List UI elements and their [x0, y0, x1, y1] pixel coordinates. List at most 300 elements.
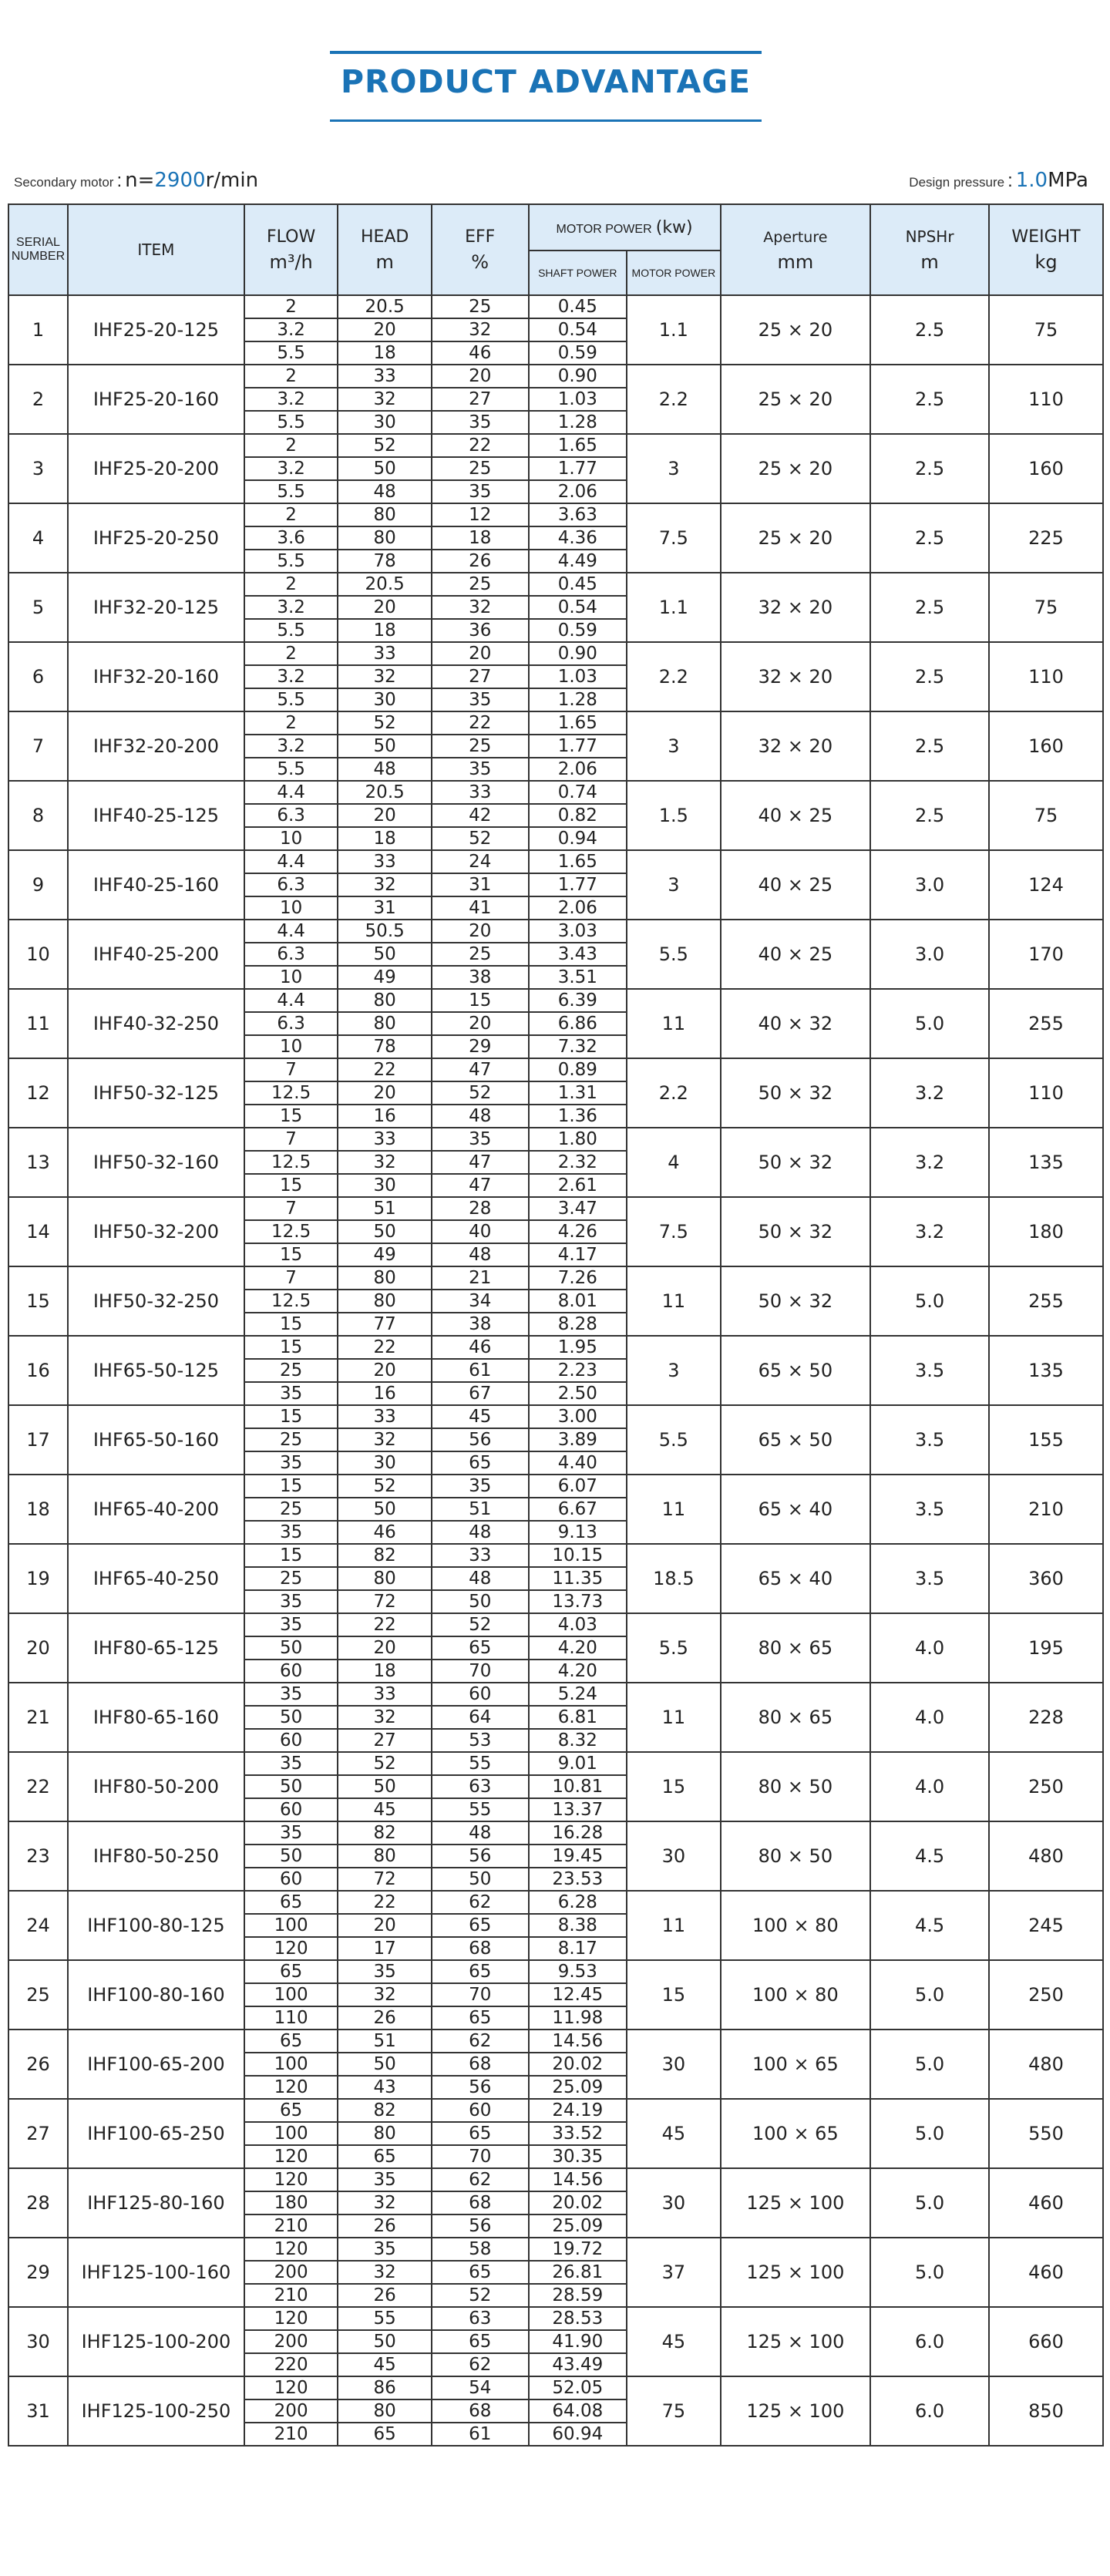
design-pressure-spec — [909, 169, 1088, 192]
header-npshr — [870, 204, 989, 295]
eff-cell: 65 — [432, 2330, 529, 2353]
header-weight-unit: kg — [1034, 251, 1058, 273]
aperture-cell: 100 × 80 — [721, 1891, 870, 1960]
weight-cell: 135 — [989, 1128, 1103, 1197]
table-row — [8, 1266, 1103, 1290]
npshr-cell: 4.0 — [870, 1613, 989, 1683]
shaft-cell: 1.80 — [529, 1128, 627, 1151]
eff-cell: 48 — [432, 1821, 529, 1845]
shaft-cell: 4.20 — [529, 1660, 627, 1683]
motor-power-cell: 5.5 — [627, 920, 721, 989]
head-cell: 22 — [338, 1891, 432, 1914]
eff-cell: 52 — [432, 1081, 529, 1105]
shaft-cell: 0.90 — [529, 365, 627, 388]
head-cell: 18 — [338, 1660, 432, 1683]
shaft-cell: 13.37 — [529, 1798, 627, 1821]
motor-power-cell: 11 — [627, 989, 721, 1058]
shaft-cell: 3.89 — [529, 1428, 627, 1451]
flow-cell: 100 — [244, 1914, 338, 1937]
eff-cell: 60 — [432, 2099, 529, 2122]
table-row — [8, 1197, 1103, 1220]
flow-cell: 120 — [244, 2145, 338, 2168]
pressure-colon: : — [1007, 170, 1013, 191]
head-cell: 52 — [338, 1475, 432, 1498]
motor-power-cell: 3 — [627, 434, 721, 503]
head-cell: 48 — [338, 758, 432, 781]
flow-cell: 4.4 — [244, 989, 338, 1012]
head-cell: 33 — [338, 365, 432, 388]
head-cell: 46 — [338, 1521, 432, 1544]
table-row — [8, 503, 1103, 526]
flow-cell: 3.2 — [244, 457, 338, 480]
motor-power-cell: 30 — [627, 1821, 721, 1891]
eff-cell: 68 — [432, 2191, 529, 2214]
aperture-cell: 100 × 65 — [721, 2030, 870, 2099]
eff-cell: 47 — [432, 1174, 529, 1197]
shaft-cell: 6.28 — [529, 1891, 627, 1914]
flow-cell: 100 — [244, 2053, 338, 2076]
table-row — [8, 2238, 1103, 2261]
serial-number-cell: 17 — [8, 1405, 68, 1475]
head-cell: 50 — [338, 2053, 432, 2076]
eff-cell: 35 — [432, 480, 529, 503]
aperture-cell: 80 × 50 — [721, 1821, 870, 1891]
head-cell: 51 — [338, 1197, 432, 1220]
npshr-cell: 2.5 — [870, 711, 989, 781]
item-model-cell: IHF40-25-125 — [68, 781, 244, 850]
aperture-cell: 125 × 100 — [721, 2168, 870, 2238]
flow-cell: 4.4 — [244, 850, 338, 873]
shaft-cell: 8.28 — [529, 1313, 627, 1336]
shaft-cell: 20.02 — [529, 2053, 627, 2076]
aperture-cell: 125 × 100 — [721, 2376, 870, 2446]
aperture-cell: 50 × 32 — [721, 1128, 870, 1197]
weight-cell: 550 — [989, 2099, 1103, 2168]
eff-cell: 40 — [432, 1220, 529, 1243]
weight-cell: 250 — [989, 1960, 1103, 2030]
shaft-cell: 1.03 — [529, 665, 627, 688]
aperture-cell: 65 × 40 — [721, 1544, 870, 1613]
eff-cell: 68 — [432, 1937, 529, 1960]
flow-cell: 2 — [244, 503, 338, 526]
flow-cell: 210 — [244, 2214, 338, 2238]
motor-power-cell: 15 — [627, 1960, 721, 2030]
aperture-cell: 65 × 50 — [721, 1336, 870, 1405]
header-aperture — [721, 204, 870, 295]
table-row — [8, 1613, 1103, 1636]
shaft-cell: 20.02 — [529, 2191, 627, 2214]
flow-cell: 25 — [244, 1567, 338, 1590]
head-cell: 33 — [338, 1683, 432, 1706]
weight-cell: 480 — [989, 2030, 1103, 2099]
motor-power-cell: 18.5 — [627, 1544, 721, 1613]
motor-power-cell: 11 — [627, 1266, 721, 1336]
shaft-cell: 1.36 — [529, 1105, 627, 1128]
flow-cell: 2 — [244, 434, 338, 457]
flow-cell: 5.5 — [244, 550, 338, 573]
head-cell: 35 — [338, 2168, 432, 2191]
aperture-cell: 100 × 80 — [721, 1960, 870, 2030]
eff-cell: 27 — [432, 665, 529, 688]
flow-cell: 3.2 — [244, 665, 338, 688]
weight-cell: 460 — [989, 2168, 1103, 2238]
eff-cell: 20 — [432, 642, 529, 665]
eff-cell: 65 — [432, 1960, 529, 1983]
header-weight — [989, 204, 1103, 295]
aperture-cell: 100 × 65 — [721, 2099, 870, 2168]
motor-power-cell: 1.5 — [627, 781, 721, 850]
flow-cell: 2 — [244, 365, 338, 388]
weight-cell: 160 — [989, 711, 1103, 781]
serial-number-cell: 12 — [8, 1058, 68, 1128]
aperture-cell: 25 × 20 — [721, 295, 870, 365]
table-row — [8, 2099, 1103, 2122]
eff-cell: 55 — [432, 1798, 529, 1821]
head-cell: 32 — [338, 388, 432, 411]
head-cell: 30 — [338, 1451, 432, 1475]
head-cell: 80 — [338, 526, 432, 550]
npshr-cell: 3.5 — [870, 1544, 989, 1613]
flow-cell: 12.5 — [244, 1290, 338, 1313]
head-cell: 20 — [338, 1636, 432, 1660]
item-model-cell: IHF65-50-160 — [68, 1405, 244, 1475]
table-row — [8, 365, 1103, 388]
header-item: ITEM — [68, 204, 244, 295]
aperture-cell: 40 × 25 — [721, 920, 870, 989]
header-serial — [8, 204, 68, 295]
flow-cell: 25 — [244, 1359, 338, 1382]
table-row — [8, 989, 1103, 1012]
shaft-cell: 1.65 — [529, 711, 627, 735]
table-row — [8, 573, 1103, 596]
shaft-cell: 3.63 — [529, 503, 627, 526]
eff-cell: 65 — [432, 2006, 529, 2030]
motor-power-cell: 45 — [627, 2099, 721, 2168]
item-model-cell: IHF100-80-125 — [68, 1891, 244, 1960]
flow-cell: 7 — [244, 1058, 338, 1081]
flow-cell: 65 — [244, 2099, 338, 2122]
eff-cell: 22 — [432, 711, 529, 735]
eff-cell: 65 — [432, 1451, 529, 1475]
weight-cell: 110 — [989, 642, 1103, 711]
shaft-cell: 2.06 — [529, 480, 627, 503]
aperture-cell: 80 × 65 — [721, 1683, 870, 1752]
npshr-cell: 5.0 — [870, 1266, 989, 1336]
npshr-cell: 5.0 — [870, 2099, 989, 2168]
table-row — [8, 850, 1103, 873]
eff-cell: 65 — [432, 1914, 529, 1937]
shaft-cell: 19.72 — [529, 2238, 627, 2261]
head-cell: 49 — [338, 1243, 432, 1266]
npshr-cell: 4.0 — [870, 1752, 989, 1821]
serial-number-cell: 5 — [8, 573, 68, 642]
item-model-cell: IHF125-80-160 — [68, 2168, 244, 2238]
head-cell: 30 — [338, 411, 432, 434]
item-model-cell: IHF25-20-200 — [68, 434, 244, 503]
shaft-cell: 4.40 — [529, 1451, 627, 1475]
pressure-value: 1.0 — [1015, 169, 1048, 192]
eff-cell: 64 — [432, 1706, 529, 1729]
page-header — [0, 0, 1110, 154]
npshr-cell: 3.5 — [870, 1475, 989, 1544]
table-row — [8, 1891, 1103, 1914]
shaft-cell: 6.81 — [529, 1706, 627, 1729]
eff-cell: 50 — [432, 1868, 529, 1891]
shaft-cell: 0.45 — [529, 295, 627, 318]
item-model-cell: IHF65-40-200 — [68, 1475, 244, 1544]
eff-cell: 25 — [432, 735, 529, 758]
shaft-cell: 0.54 — [529, 318, 627, 341]
item-model-cell: IHF125-100-160 — [68, 2238, 244, 2307]
shaft-cell: 10.15 — [529, 1544, 627, 1567]
flow-cell: 35 — [244, 1821, 338, 1845]
npshr-cell: 5.0 — [870, 2168, 989, 2238]
shaft-cell: 1.65 — [529, 850, 627, 873]
npshr-cell: 3.2 — [870, 1128, 989, 1197]
weight-cell: 250 — [989, 1752, 1103, 1821]
shaft-cell: 7.26 — [529, 1266, 627, 1290]
head-cell: 35 — [338, 2238, 432, 2261]
head-cell: 45 — [338, 1798, 432, 1821]
shaft-cell: 0.74 — [529, 781, 627, 804]
serial-number-cell: 27 — [8, 2099, 68, 2168]
head-cell: 65 — [338, 2423, 432, 2446]
aperture-cell: 125 × 100 — [721, 2307, 870, 2376]
eff-cell: 20 — [432, 1012, 529, 1035]
eff-cell: 58 — [432, 2238, 529, 2261]
table-row — [8, 1058, 1103, 1081]
eff-cell: 68 — [432, 2053, 529, 2076]
speed-prefix: n= — [125, 169, 155, 192]
flow-cell: 3.2 — [244, 388, 338, 411]
head-cell: 78 — [338, 550, 432, 573]
shaft-cell: 1.77 — [529, 873, 627, 896]
pressure-unit: MPa — [1048, 169, 1088, 192]
flow-cell: 3.2 — [244, 318, 338, 341]
table-row — [8, 1752, 1103, 1775]
eff-cell: 65 — [432, 2261, 529, 2284]
head-cell: 82 — [338, 2099, 432, 2122]
shaft-cell: 4.03 — [529, 1613, 627, 1636]
npshr-cell: 5.0 — [870, 2030, 989, 2099]
weight-cell: 75 — [989, 781, 1103, 850]
motor-power-cell: 1.1 — [627, 573, 721, 642]
shaft-cell: 1.28 — [529, 688, 627, 711]
motor-power-cell: 3 — [627, 711, 721, 781]
flow-cell: 100 — [244, 2122, 338, 2145]
eff-cell: 56 — [432, 1428, 529, 1451]
head-cell: 31 — [338, 896, 432, 920]
shaft-cell: 0.59 — [529, 619, 627, 642]
flow-cell: 35 — [244, 1590, 338, 1613]
shaft-cell: 3.47 — [529, 1197, 627, 1220]
shaft-cell: 0.82 — [529, 804, 627, 827]
aperture-cell: 65 × 50 — [721, 1405, 870, 1475]
flow-cell: 35 — [244, 1382, 338, 1405]
serial-number-cell: 20 — [8, 1613, 68, 1683]
serial-number-cell: 6 — [8, 642, 68, 711]
head-cell: 26 — [338, 2284, 432, 2307]
item-model-cell: IHF50-32-250 — [68, 1266, 244, 1336]
eff-cell: 38 — [432, 1313, 529, 1336]
shaft-cell: 3.03 — [529, 920, 627, 943]
shaft-cell: 2.23 — [529, 1359, 627, 1382]
eff-cell: 48 — [432, 1567, 529, 1590]
head-cell: 52 — [338, 711, 432, 735]
eff-cell: 33 — [432, 781, 529, 804]
flow-cell: 220 — [244, 2353, 338, 2376]
eff-cell: 62 — [432, 2168, 529, 2191]
head-cell: 32 — [338, 1983, 432, 2006]
eff-cell: 63 — [432, 2307, 529, 2330]
flow-cell: 2 — [244, 573, 338, 596]
npshr-cell: 2.5 — [870, 781, 989, 850]
header-serial-line1: SERIAL — [16, 236, 60, 249]
head-cell: 30 — [338, 1174, 432, 1197]
head-cell: 86 — [338, 2376, 432, 2399]
eff-cell: 50 — [432, 1590, 529, 1613]
npshr-cell: 3.5 — [870, 1405, 989, 1475]
motor-power-cell: 2.2 — [627, 642, 721, 711]
eff-cell: 25 — [432, 457, 529, 480]
head-cell: 50 — [338, 1775, 432, 1798]
head-cell: 50 — [338, 1220, 432, 1243]
aperture-cell: 80 × 50 — [721, 1752, 870, 1821]
eff-cell: 32 — [432, 318, 529, 341]
weight-cell: 180 — [989, 1197, 1103, 1266]
item-model-cell: IHF40-25-200 — [68, 920, 244, 989]
eff-cell: 20 — [432, 365, 529, 388]
item-model-cell: IHF32-20-200 — [68, 711, 244, 781]
eff-cell: 61 — [432, 1359, 529, 1382]
item-model-cell: IHF50-32-160 — [68, 1128, 244, 1197]
table-row — [8, 1683, 1103, 1706]
motor-power-cell: 2.2 — [627, 365, 721, 434]
serial-number-cell: 3 — [8, 434, 68, 503]
aperture-cell: 50 × 32 — [721, 1266, 870, 1336]
flow-cell: 35 — [244, 1451, 338, 1475]
motor-power-cell: 30 — [627, 2168, 721, 2238]
shaft-cell: 1.77 — [529, 735, 627, 758]
serial-number-cell: 13 — [8, 1128, 68, 1197]
head-cell: 33 — [338, 850, 432, 873]
table-body — [8, 295, 1103, 2446]
shaft-cell: 0.89 — [529, 1058, 627, 1081]
table-row — [8, 642, 1103, 665]
item-model-cell: IHF125-100-200 — [68, 2307, 244, 2376]
shaft-cell: 8.38 — [529, 1914, 627, 1937]
npshr-cell: 3.2 — [870, 1058, 989, 1128]
head-cell: 48 — [338, 480, 432, 503]
table-row — [8, 2376, 1103, 2399]
eff-cell: 25 — [432, 573, 529, 596]
motor-power-cell: 15 — [627, 1752, 721, 1821]
item-model-cell: IHF80-65-160 — [68, 1683, 244, 1752]
header-motor-power-label: MOTOR POWER — [556, 222, 652, 236]
flow-cell: 35 — [244, 1752, 338, 1775]
npshr-cell: 3.5 — [870, 1336, 989, 1405]
flow-cell: 15 — [244, 1243, 338, 1266]
motor-colon: : — [116, 170, 123, 191]
serial-number-cell: 24 — [8, 1891, 68, 1960]
head-cell: 20 — [338, 596, 432, 619]
head-cell: 20 — [338, 318, 432, 341]
weight-cell: 225 — [989, 503, 1103, 573]
table-row — [8, 1405, 1103, 1428]
eff-cell: 42 — [432, 804, 529, 827]
flow-cell: 15 — [244, 1544, 338, 1567]
flow-cell: 2 — [244, 711, 338, 735]
header-motor-power-sub: MOTOR POWER — [627, 251, 721, 295]
flow-cell: 50 — [244, 1706, 338, 1729]
aperture-cell: 25 × 20 — [721, 503, 870, 573]
flow-cell: 5.5 — [244, 341, 338, 365]
npshr-cell: 5.0 — [870, 2238, 989, 2307]
eff-cell: 52 — [432, 1613, 529, 1636]
serial-number-cell: 16 — [8, 1336, 68, 1405]
shaft-cell: 1.03 — [529, 388, 627, 411]
shaft-cell: 4.36 — [529, 526, 627, 550]
eff-cell: 62 — [432, 2353, 529, 2376]
eff-cell: 48 — [432, 1243, 529, 1266]
title-divider-bottom — [330, 119, 762, 122]
shaft-cell: 7.32 — [529, 1035, 627, 1058]
header-head-label: HEAD — [360, 227, 409, 247]
eff-cell: 34 — [432, 1290, 529, 1313]
shaft-cell: 43.49 — [529, 2353, 627, 2376]
flow-cell: 200 — [244, 2399, 338, 2423]
npshr-cell: 2.5 — [870, 503, 989, 573]
flow-cell: 210 — [244, 2423, 338, 2446]
motor-power-cell: 3 — [627, 850, 721, 920]
weight-cell: 135 — [989, 1336, 1103, 1405]
shaft-cell: 8.17 — [529, 1937, 627, 1960]
flow-cell: 15 — [244, 1336, 338, 1359]
weight-cell: 155 — [989, 1405, 1103, 1475]
shaft-cell: 2.61 — [529, 1174, 627, 1197]
eff-cell: 35 — [432, 1475, 529, 1498]
npshr-cell: 3.0 — [870, 850, 989, 920]
shaft-cell: 6.39 — [529, 989, 627, 1012]
eff-cell: 35 — [432, 758, 529, 781]
item-model-cell: IHF25-20-250 — [68, 503, 244, 573]
shaft-cell: 6.86 — [529, 1012, 627, 1035]
shaft-cell: 26.81 — [529, 2261, 627, 2284]
head-cell: 52 — [338, 1752, 432, 1775]
flow-cell: 6.3 — [244, 873, 338, 896]
item-model-cell: IHF100-80-160 — [68, 1960, 244, 2030]
head-cell: 22 — [338, 1058, 432, 1081]
table-row — [8, 295, 1103, 318]
table-row — [8, 781, 1103, 804]
header-serial-line2: NUMBER — [11, 250, 66, 263]
eff-cell: 46 — [432, 1336, 529, 1359]
head-cell: 80 — [338, 503, 432, 526]
flow-cell: 7 — [244, 1128, 338, 1151]
serial-number-cell: 22 — [8, 1752, 68, 1821]
item-model-cell: IHF50-32-200 — [68, 1197, 244, 1266]
flow-cell: 4.4 — [244, 920, 338, 943]
head-cell: 32 — [338, 1151, 432, 1174]
flow-cell: 65 — [244, 1960, 338, 1983]
title-divider-top — [330, 51, 762, 54]
aperture-cell: 32 × 20 — [721, 642, 870, 711]
header-shaft-power: SHAFT POWER — [529, 251, 627, 295]
shaft-cell: 9.13 — [529, 1521, 627, 1544]
aperture-cell: 50 × 32 — [721, 1058, 870, 1128]
flow-cell: 10 — [244, 966, 338, 989]
weight-cell: 110 — [989, 365, 1103, 434]
